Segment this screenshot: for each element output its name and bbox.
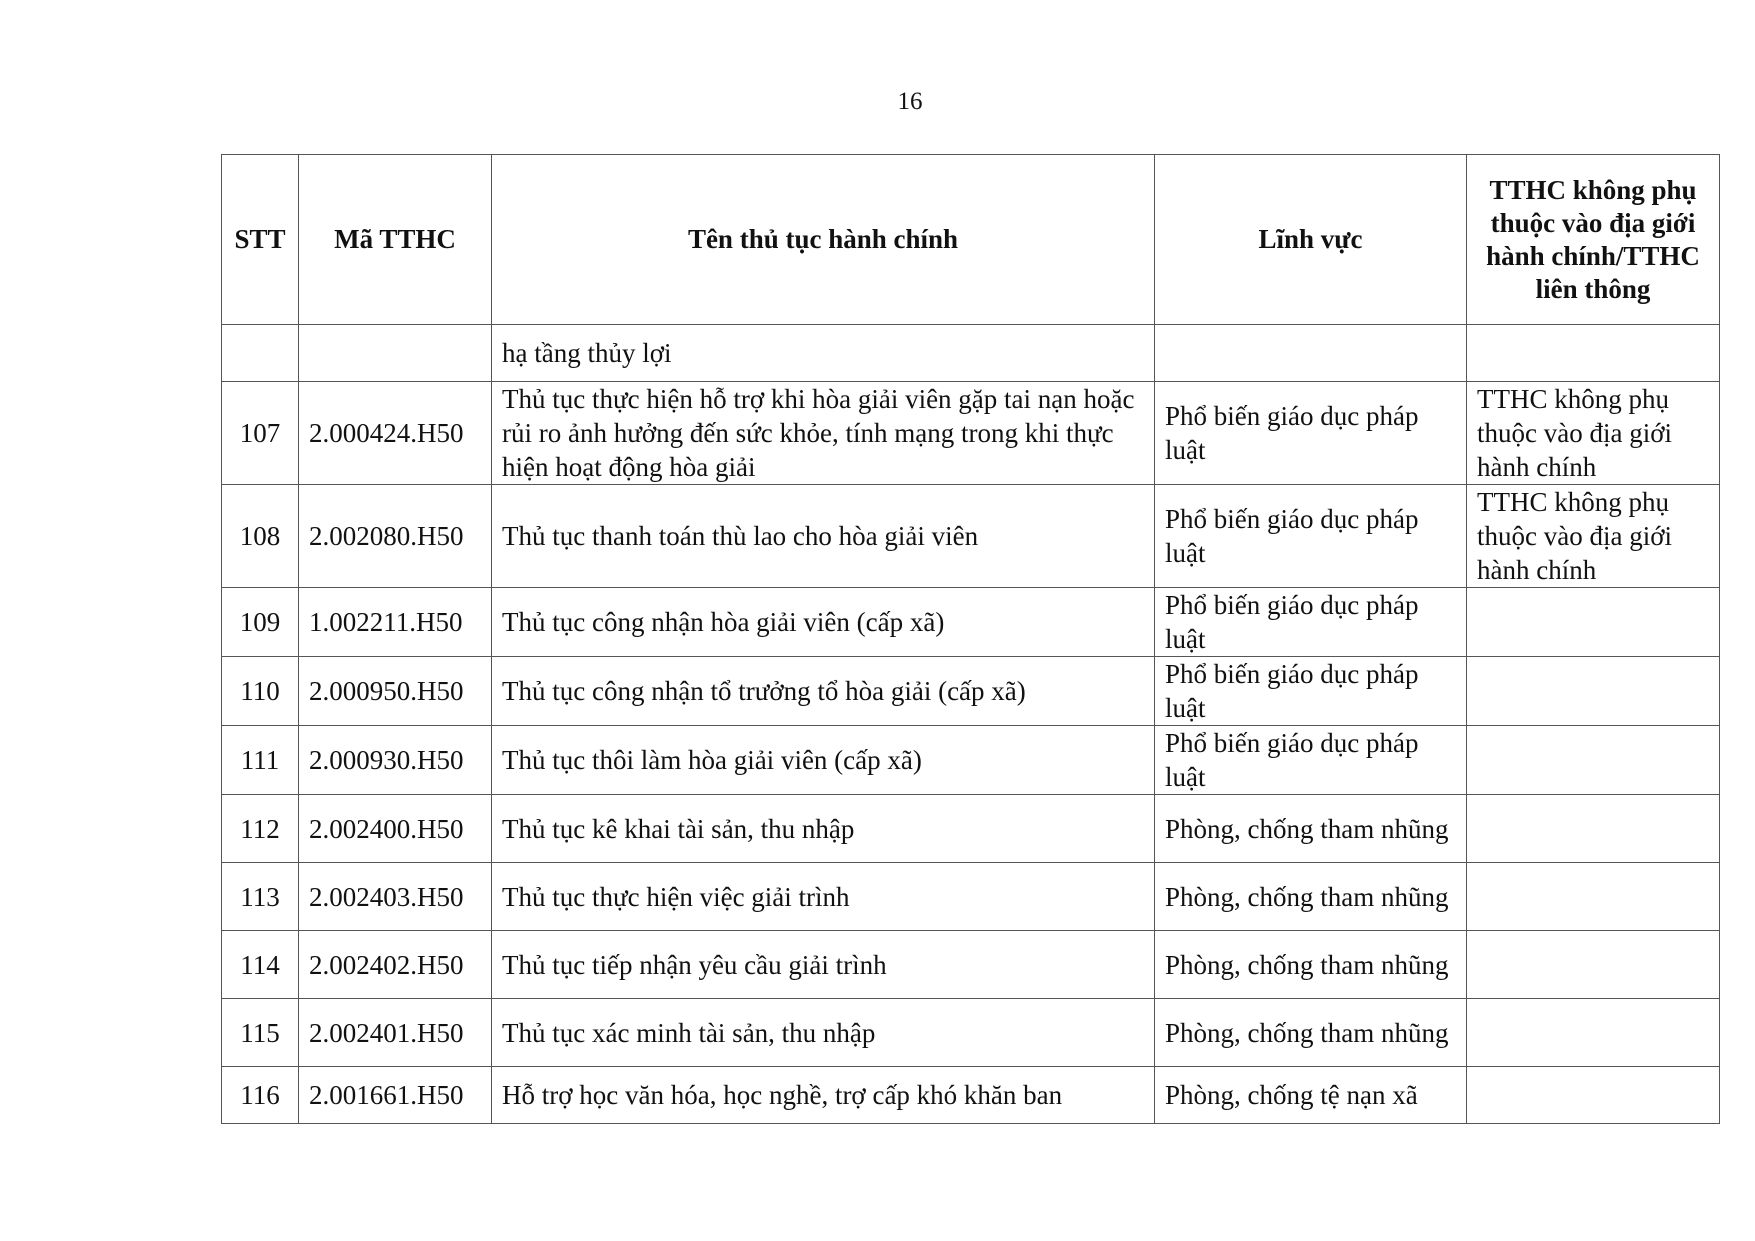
cell-stt: 109 — [222, 588, 299, 657]
cell-field: Phòng, chống tham nhũng — [1155, 795, 1467, 863]
cell-field: Phòng, chống tham nhũng — [1155, 999, 1467, 1067]
cell-code: 2.002080.H50 — [299, 485, 492, 588]
cell-field: Phòng, chống tham nhũng — [1155, 931, 1467, 999]
cell-name: Thủ tục kê khai tài sản, thu nhập — [492, 795, 1155, 863]
cell-note: TTHC không phụ thuộc vào địa giới hành chính — [1467, 485, 1720, 588]
cell-stt: 116 — [222, 1067, 299, 1124]
cell-field: Phổ biến giáo dục pháp luật — [1155, 726, 1467, 795]
header-code: Mã TTHC — [299, 155, 492, 325]
cell-note — [1467, 588, 1720, 657]
cell-stt: 108 — [222, 485, 299, 588]
cell-stt: 110 — [222, 657, 299, 726]
cell-note — [1467, 999, 1720, 1067]
table-row — [222, 588, 1720, 657]
table-row — [222, 863, 1720, 931]
cell-note — [1467, 931, 1720, 999]
cell-stt — [222, 325, 299, 382]
cell-stt: 114 — [222, 931, 299, 999]
cell-code — [299, 325, 492, 382]
cell-field: Phổ biến giáo dục pháp luật — [1155, 382, 1467, 485]
cell-name: Thủ tục công nhận hòa giải viên (cấp xã) — [492, 588, 1155, 657]
cell-code: 2.000930.H50 — [299, 726, 492, 795]
cell-field: Phổ biến giáo dục pháp luật — [1155, 588, 1467, 657]
table-row — [222, 726, 1720, 795]
cell-code: 2.002402.H50 — [299, 931, 492, 999]
cell-code: 2.000424.H50 — [299, 382, 492, 485]
cell-name: Thủ tục công nhận tổ trưởng tổ hòa giải (cấp xã) — [492, 657, 1155, 726]
cell-name: Hỗ trợ học văn hóa, học nghề, trợ cấp khó khăn ban — [492, 1067, 1155, 1124]
header-field: Lĩnh vực — [1155, 155, 1467, 325]
cell-note — [1467, 795, 1720, 863]
header-stt: STT — [222, 155, 299, 325]
cell-stt: 111 — [222, 726, 299, 795]
procedures-table — [221, 154, 1720, 1124]
cell-note: TTHC không phụ thuộc vào địa giới hành chính — [1467, 382, 1720, 485]
page-number: 16 — [897, 88, 923, 115]
table-row — [222, 382, 1720, 485]
cell-code: 2.001661.H50 — [299, 1067, 492, 1124]
header-name: Tên thủ tục hành chính — [492, 155, 1155, 325]
cell-note — [1467, 726, 1720, 795]
cell-code: 2.000950.H50 — [299, 657, 492, 726]
table-row — [222, 657, 1720, 726]
cell-note — [1467, 657, 1720, 726]
cell-field: Phổ biến giáo dục pháp luật — [1155, 485, 1467, 588]
cell-stt: 107 — [222, 382, 299, 485]
cell-code: 2.002401.H50 — [299, 999, 492, 1067]
cell-name: Thủ tục thực hiện việc giải trình — [492, 863, 1155, 931]
cell-name: Thủ tục tiếp nhận yêu cầu giải trình — [492, 931, 1155, 999]
cell-name: hạ tầng thủy lợi — [492, 325, 1155, 382]
table-row — [222, 1067, 1720, 1124]
cell-code: 1.002211.H50 — [299, 588, 492, 657]
cell-stt: 112 — [222, 795, 299, 863]
table-header-row — [222, 155, 1720, 325]
cell-field: Phòng, chống tham nhũng — [1155, 863, 1467, 931]
cell-field — [1155, 325, 1467, 382]
cell-name: Thủ tục thôi làm hòa giải viên (cấp xã) — [492, 726, 1155, 795]
cell-stt: 113 — [222, 863, 299, 931]
cell-field: Phổ biến giáo dục pháp luật — [1155, 657, 1467, 726]
cell-note — [1467, 863, 1720, 931]
header-note: TTHC không phụ thuộc vào địa giới hành chính/TTHC liên thông — [1467, 155, 1720, 325]
cell-note — [1467, 325, 1720, 382]
table-row — [222, 931, 1720, 999]
cell-name: Thủ tục xác minh tài sản, thu nhập — [492, 999, 1155, 1067]
table-row — [222, 795, 1720, 863]
table-row — [222, 999, 1720, 1067]
table-row — [222, 485, 1720, 588]
cell-field: Phòng, chống tệ nạn xã — [1155, 1067, 1467, 1124]
cell-code: 2.002403.H50 — [299, 863, 492, 931]
cell-stt: 115 — [222, 999, 299, 1067]
continuation-row — [222, 325, 1720, 382]
cell-code: 2.002400.H50 — [299, 795, 492, 863]
cell-name: Thủ tục thanh toán thù lao cho hòa giải viên — [492, 485, 1155, 588]
cell-name: Thủ tục thực hiện hỗ trợ khi hòa giải viên gặp tai nạn hoặc rủi ro ảnh hưởng đến sức khỏe, tính mạng trong khi thực hiện hoạt động hòa giải — [492, 382, 1155, 485]
cell-note — [1467, 1067, 1720, 1124]
